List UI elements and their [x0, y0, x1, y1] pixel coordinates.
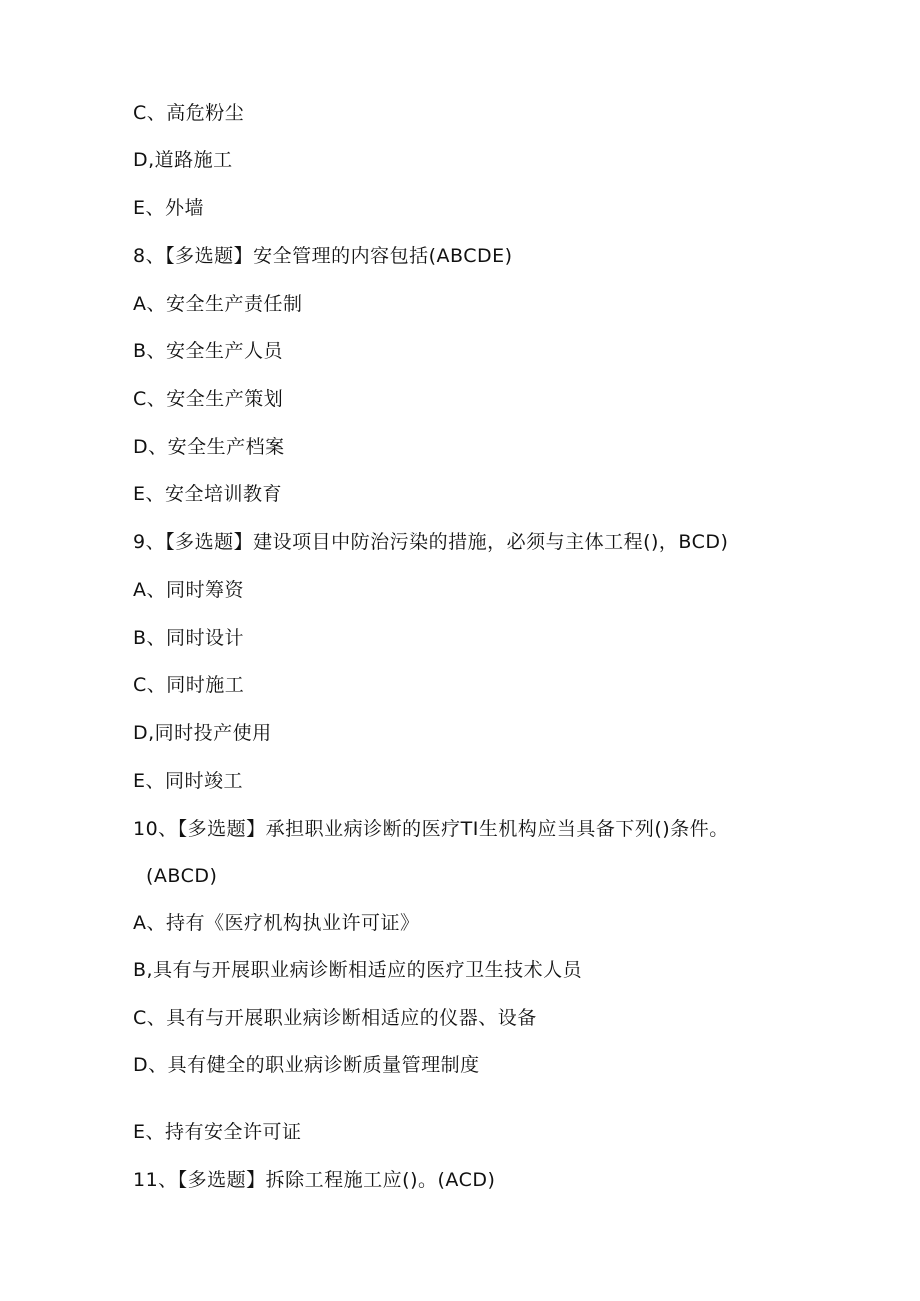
q9-option-e: E、同时竣工	[133, 770, 244, 792]
q10-question: 10、【多选题】承担职业病诊断的医疗TI生机构应当具备下列()条件。	[133, 818, 729, 840]
q11-question: 11、【多选题】拆除工程施工应()。(ACD)	[133, 1169, 496, 1191]
q7-option-d: D,道路施工	[133, 149, 233, 171]
q10-answer: (ABCD)	[146, 865, 218, 887]
q8-option-a: A、安全生产责任制	[133, 293, 303, 315]
q10-option-b: B,具有与开展职业病诊断相适应的医疗卫生技术人员	[133, 959, 583, 981]
q10-option-e: E、持有安全许可证	[133, 1121, 302, 1143]
q9-option-d: D,同时投产使用	[133, 722, 272, 744]
q8-option-b: B、安全生产人员	[133, 340, 284, 362]
q8-option-e: E、安全培训教育	[133, 483, 283, 505]
q9-question: 9、【多选题】建设项目中防治污染的措施，必须与主体工程()，BCD)	[133, 531, 729, 553]
q8-option-d: D、安全生产档案	[133, 436, 285, 458]
q9-option-a: A、同时筹资	[133, 579, 244, 601]
q8-option-c: C、安全生产策划	[133, 388, 284, 410]
q10-option-c: C、具有与开展职业病诊断相适应的仪器、设备	[133, 1007, 537, 1029]
q7-option-c: C、高危粉尘	[133, 102, 245, 124]
q10-option-a: A、持有《医疗机构执业许可证》	[133, 912, 420, 934]
q7-option-e: E、外墙	[133, 197, 205, 219]
q9-option-b: B、同时设计	[133, 627, 245, 649]
q10-option-d: D、具有健全的职业病诊断质量管理制度	[133, 1054, 480, 1076]
q8-question: 8、【多选题】安全管理的内容包括(ABCDE)	[133, 245, 513, 267]
q9-option-c: C、同时施工	[133, 674, 245, 696]
